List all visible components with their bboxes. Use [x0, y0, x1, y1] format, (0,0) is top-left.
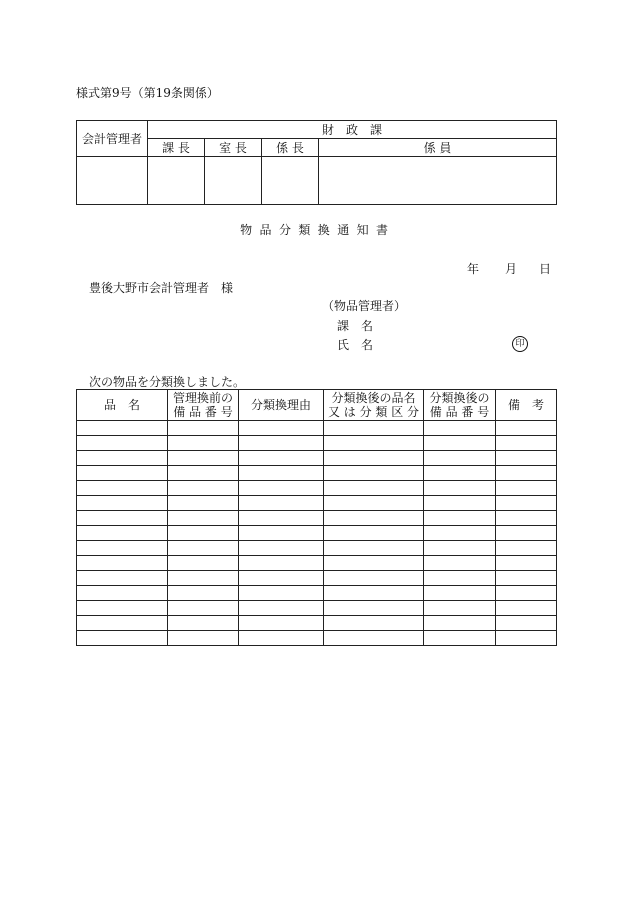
table-cell[interactable] — [77, 451, 168, 466]
table-cell[interactable] — [424, 556, 496, 571]
stamp-cell-subsection-chief[interactable] — [262, 157, 319, 205]
stamp-cell-section-chief[interactable] — [148, 157, 205, 205]
table-cell[interactable] — [168, 436, 239, 451]
role-staff: 係 員 — [319, 139, 557, 157]
table-cell[interactable] — [239, 586, 324, 601]
table-row — [77, 541, 557, 556]
notice-text: 次の物品を分類換しました。 — [89, 375, 246, 389]
person-name-label: 氏 名 — [337, 338, 374, 352]
table-cell[interactable] — [324, 571, 424, 586]
accountant-header: 会計管理者 — [77, 121, 148, 157]
table-cell[interactable] — [77, 616, 168, 631]
table-cell[interactable] — [496, 466, 557, 481]
form-number: 様式第9号（第19条関係） — [76, 86, 219, 100]
table-row — [77, 511, 557, 526]
table-cell[interactable] — [424, 451, 496, 466]
table-cell[interactable] — [168, 466, 239, 481]
table-cell[interactable] — [496, 511, 557, 526]
col-item-name: 品 名 — [77, 390, 168, 421]
table-cell[interactable] — [496, 556, 557, 571]
table-row — [77, 481, 557, 496]
table-cell[interactable] — [239, 481, 324, 496]
table-cell[interactable] — [324, 631, 424, 646]
stamp-cell-accountant[interactable] — [77, 157, 148, 205]
table-cell[interactable] — [239, 541, 324, 556]
seal-icon: 印 — [512, 336, 528, 352]
table-cell[interactable] — [424, 631, 496, 646]
col-new-number: 分類換後の 備 品 番 号 — [424, 390, 496, 421]
table-cell[interactable] — [496, 451, 557, 466]
table-cell[interactable] — [239, 451, 324, 466]
table-cell[interactable] — [496, 616, 557, 631]
section-name-label: 課 名 — [337, 319, 374, 333]
table-row — [77, 556, 557, 571]
table-cell[interactable] — [239, 556, 324, 571]
table-cell[interactable] — [324, 481, 424, 496]
table-cell[interactable] — [424, 526, 496, 541]
seal-mark — [512, 335, 528, 352]
table-cell[interactable] — [77, 436, 168, 451]
table-cell[interactable] — [168, 601, 239, 616]
table-cell[interactable] — [239, 571, 324, 586]
table-cell[interactable] — [239, 526, 324, 541]
document-title: 物 品 分 類 換 通 知 書 — [240, 223, 390, 237]
table-cell[interactable] — [424, 616, 496, 631]
table-cell[interactable] — [239, 601, 324, 616]
stamp-cell-staff[interactable] — [319, 157, 557, 205]
table-cell[interactable] — [168, 421, 239, 436]
table-cell[interactable] — [239, 511, 324, 526]
role-section-chief: 課 長 — [148, 139, 205, 157]
table-cell[interactable] — [324, 526, 424, 541]
table-cell[interactable] — [424, 466, 496, 481]
table-cell[interactable] — [168, 526, 239, 541]
table-cell[interactable] — [77, 541, 168, 556]
table-cell[interactable] — [324, 601, 424, 616]
table-cell[interactable] — [424, 421, 496, 436]
table-cell[interactable] — [168, 496, 239, 511]
table-cell[interactable] — [424, 571, 496, 586]
table-cell[interactable] — [496, 496, 557, 511]
table-cell[interactable] — [77, 526, 168, 541]
table-row — [77, 496, 557, 511]
table-cell[interactable] — [239, 421, 324, 436]
col-prev-number: 管理換前の 備 品 番 号 — [168, 390, 239, 421]
table-cell[interactable] — [239, 436, 324, 451]
table-cell[interactable] — [324, 436, 424, 451]
table-cell[interactable] — [496, 421, 557, 436]
table-cell[interactable] — [168, 556, 239, 571]
date-year: 年 — [467, 262, 480, 276]
table-cell[interactable] — [496, 631, 557, 646]
table-row — [77, 436, 557, 451]
table-row — [77, 616, 557, 631]
table-cell[interactable] — [168, 616, 239, 631]
col-reason: 分類換理由 — [239, 390, 324, 421]
table-row — [77, 451, 557, 466]
table-cell[interactable] — [496, 541, 557, 556]
table-cell[interactable] — [77, 556, 168, 571]
table-cell[interactable] — [424, 586, 496, 601]
col-new-name: 分類換後の品名 又 は 分 類 区 分 — [324, 390, 424, 421]
table-cell[interactable] — [77, 466, 168, 481]
table-cell[interactable] — [77, 586, 168, 601]
table-cell[interactable] — [424, 481, 496, 496]
table-cell[interactable] — [324, 586, 424, 601]
table-cell[interactable] — [324, 466, 424, 481]
table-cell[interactable] — [324, 556, 424, 571]
table-cell[interactable] — [77, 481, 168, 496]
table-cell[interactable] — [168, 451, 239, 466]
role-office-chief: 室 長 — [205, 139, 262, 157]
date-day: 日 — [539, 262, 552, 276]
table-cell[interactable] — [424, 601, 496, 616]
approval-table — [76, 120, 557, 205]
items-table — [76, 389, 557, 646]
table-row — [77, 601, 557, 616]
table-cell[interactable] — [324, 541, 424, 556]
addressee: 豊後大野市会計管理者 様 — [89, 281, 234, 295]
table-row — [77, 571, 557, 586]
table-cell[interactable] — [168, 541, 239, 556]
table-cell[interactable] — [496, 586, 557, 601]
table-cell[interactable] — [77, 631, 168, 646]
table-cell[interactable] — [424, 511, 496, 526]
col-remarks: 備 考 — [496, 390, 557, 421]
table-row — [77, 586, 557, 601]
table-cell[interactable] — [496, 481, 557, 496]
items-header-row — [77, 390, 557, 421]
table-cell[interactable] — [424, 496, 496, 511]
table-cell[interactable] — [77, 571, 168, 586]
stamp-cell-office-chief[interactable] — [205, 157, 262, 205]
table-cell[interactable] — [324, 451, 424, 466]
table-cell[interactable] — [168, 586, 239, 601]
table-cell[interactable] — [239, 631, 324, 646]
table-cell[interactable] — [324, 496, 424, 511]
table-row — [77, 421, 557, 436]
table-cell[interactable] — [424, 436, 496, 451]
department-header: 財 政 課 — [148, 121, 557, 139]
table-cell[interactable] — [77, 511, 168, 526]
role-subsection-chief: 係 長 — [262, 139, 319, 157]
table-cell[interactable] — [324, 616, 424, 631]
table-cell[interactable] — [239, 466, 324, 481]
table-cell[interactable] — [324, 511, 424, 526]
table-row — [77, 631, 557, 646]
table-cell[interactable] — [77, 601, 168, 616]
table-cell[interactable] — [496, 571, 557, 586]
date-month: 月 — [505, 262, 518, 276]
sender-heading: （物品管理者） — [322, 299, 407, 313]
table-cell[interactable] — [424, 541, 496, 556]
table-cell[interactable] — [496, 436, 557, 451]
table-cell[interactable] — [324, 421, 424, 436]
table-cell[interactable] — [239, 496, 324, 511]
table-cell[interactable] — [168, 511, 239, 526]
table-cell[interactable] — [77, 496, 168, 511]
table-cell[interactable] — [496, 526, 557, 541]
table-cell[interactable] — [168, 571, 239, 586]
table-cell[interactable] — [496, 601, 557, 616]
table-row — [77, 466, 557, 481]
table-row — [77, 526, 557, 541]
table-cell[interactable] — [239, 616, 324, 631]
table-cell[interactable] — [168, 481, 239, 496]
table-cell[interactable] — [77, 421, 168, 436]
table-cell[interactable] — [168, 631, 239, 646]
